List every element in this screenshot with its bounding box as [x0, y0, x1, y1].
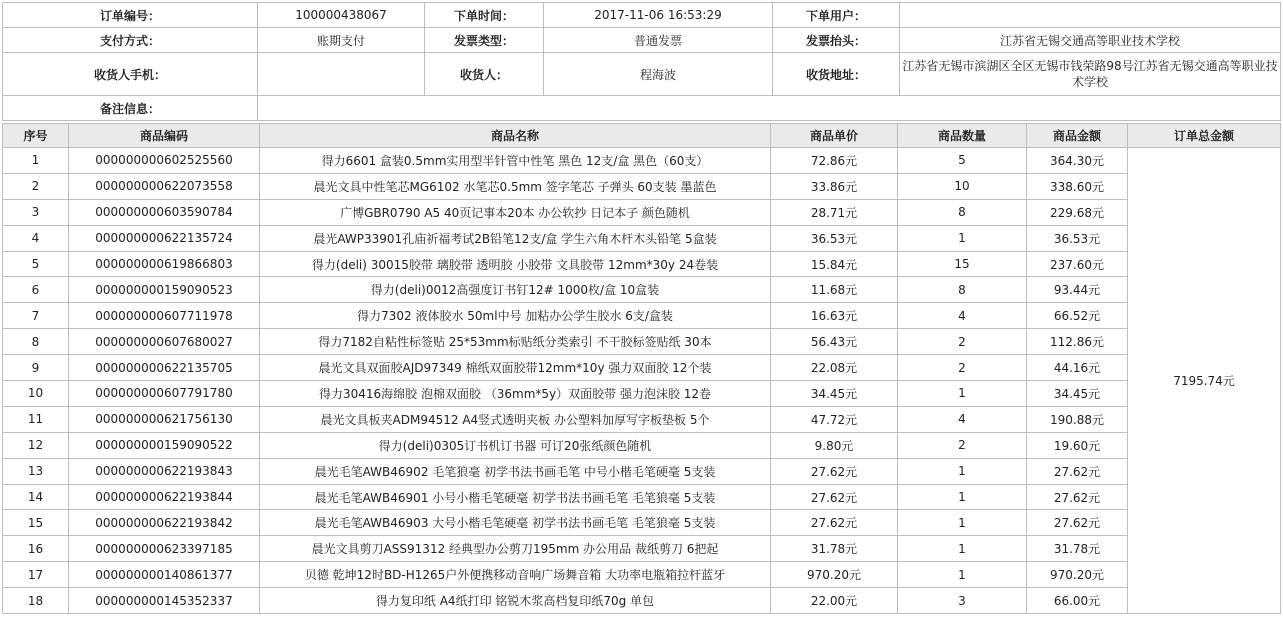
row-no: 6: [3, 277, 69, 303]
row-name: 广博GBR0790 A5 40页记事本20本 办公软抄 日记本子 颜色随机: [260, 199, 771, 225]
row-name: 得力30416海绵胶 泡棉双面胶 （36mm*5y）双面胶带 强力泡沫胶 12卷: [260, 381, 771, 407]
row-code: 000000000140861377: [69, 562, 260, 588]
row-qty: 1: [898, 381, 1027, 407]
row-code: 000000000622193843: [69, 458, 260, 484]
row-amount: 66.52元: [1027, 303, 1128, 329]
row-qty: 2: [898, 432, 1027, 458]
row-code: 000000000607791780: [69, 381, 260, 407]
invoice-type-value: 普通发票: [544, 28, 773, 53]
row-no: 4: [3, 225, 69, 251]
table-row: [3, 303, 1281, 329]
row-price: 15.84元: [771, 251, 898, 277]
table-row: [3, 588, 1281, 614]
row-no: 5: [3, 251, 69, 277]
row-amount: 190.88元: [1027, 406, 1128, 432]
row-qty: 3: [898, 588, 1027, 614]
row-price: 34.45元: [771, 381, 898, 407]
row-name: 晨光毛笔AWB46902 毛笔狼毫 初学书法书画毛笔 中号小楷毛笔硬毫 5支装: [260, 458, 771, 484]
row-code: 000000000159090522: [69, 432, 260, 458]
row-amount: 66.00元: [1027, 588, 1128, 614]
row-no: 10: [3, 381, 69, 407]
receiver-value: 程海波: [544, 53, 773, 96]
table-row: [3, 277, 1281, 303]
row-qty: 5: [898, 148, 1027, 174]
table-row: [3, 484, 1281, 510]
row-amount: 27.62元: [1027, 484, 1128, 510]
row-qty: 8: [898, 199, 1027, 225]
row-no: 7: [3, 303, 69, 329]
order-no-label: 订单编号：: [3, 3, 258, 28]
row-price: 31.78元: [771, 536, 898, 562]
row-code: 000000000622193842: [69, 510, 260, 536]
row-no: 16: [3, 536, 69, 562]
row-price: 56.43元: [771, 329, 898, 355]
row-name: 得力6601 盒装0.5mm实用型半针管中性笔 黑色 12支/盒 黑色（60支）: [260, 148, 771, 174]
row-amount: 34.45元: [1027, 381, 1128, 407]
payment-value: 账期支付: [258, 28, 425, 53]
row-amount: 237.60元: [1027, 251, 1128, 277]
row-code: 000000000159090523: [69, 277, 260, 303]
row-qty: 4: [898, 406, 1027, 432]
col-header-qty: 商品数量: [898, 124, 1027, 148]
row-name: 晨光文具中性笔芯MG6102 水笔芯0.5mm 签字笔芯 子弹头 60支装 墨蓝色: [260, 173, 771, 199]
order-info-table: [2, 2, 1281, 121]
row-amount: 93.44元: [1027, 277, 1128, 303]
table-row: [3, 406, 1281, 432]
row-code: 000000000622135705: [69, 355, 260, 381]
row-code: 000000000145352337: [69, 588, 260, 614]
row-name: 晨光文具剪刀ASS91312 经典型办公剪刀195mm 办公用品 裁纸剪刀 6把起: [260, 536, 771, 562]
row-price: 33.86元: [771, 173, 898, 199]
table-row: [3, 536, 1281, 562]
row-qty: 15: [898, 251, 1027, 277]
row-name: 得力7302 液体胶水 50ml中号 加粘办公学生胶水 6支/盒装: [260, 303, 771, 329]
row-amount: 27.62元: [1027, 510, 1128, 536]
row-code: 000000000619866803: [69, 251, 260, 277]
row-no: 9: [3, 355, 69, 381]
row-price: 47.72元: [771, 406, 898, 432]
row-no: 13: [3, 458, 69, 484]
row-qty: 2: [898, 355, 1027, 381]
items-table: [2, 123, 1281, 614]
row-name: 得力7182自粘性标签贴 25*53mm标贴纸分类索引 不干胶标签贴纸 30本: [260, 329, 771, 355]
row-amount: 970.20元: [1027, 562, 1128, 588]
row-price: 27.62元: [771, 484, 898, 510]
row-qty: 1: [898, 562, 1027, 588]
table-row: [3, 173, 1281, 199]
remark-value: [258, 96, 1281, 121]
row-amount: 364.30元: [1027, 148, 1128, 174]
row-no: 18: [3, 588, 69, 614]
row-amount: 36.53元: [1027, 225, 1128, 251]
row-amount: 229.68元: [1027, 199, 1128, 225]
row-code: 000000000622073558: [69, 173, 260, 199]
invoice-title-value: 江苏省无锡交通高等职业技术学校: [900, 28, 1281, 53]
row-price: 36.53元: [771, 225, 898, 251]
row-qty: 1: [898, 458, 1027, 484]
row-name: 得力(deli) 30015胶带 璃胶带 透明胶 小胶带 文具胶带 12mm*30y 24卷装: [260, 251, 771, 277]
row-code: 000000000623397185: [69, 536, 260, 562]
phone-label: 收货人手机：: [3, 53, 258, 96]
row-price: 28.71元: [771, 199, 898, 225]
row-no: 1: [3, 148, 69, 174]
table-row: [3, 381, 1281, 407]
payment-label: 支付方式：: [3, 28, 258, 53]
row-amount: 44.16元: [1027, 355, 1128, 381]
col-header-code: 商品编码: [69, 124, 260, 148]
invoice-type-label: 发票类型：: [425, 28, 544, 53]
row-code: 000000000607680027: [69, 329, 260, 355]
order-time-value: 2017-11-06 16:53:29: [544, 3, 773, 28]
receiver-label: 收货人：: [425, 53, 544, 96]
row-code: 000000000607711978: [69, 303, 260, 329]
col-header-amount: 商品金额: [1027, 124, 1128, 148]
row-amount: 112.86元: [1027, 329, 1128, 355]
row-price: 9.80元: [771, 432, 898, 458]
order-total-value: 7195.74元: [1128, 148, 1281, 614]
row-qty: 1: [898, 225, 1027, 251]
table-row: [3, 510, 1281, 536]
table-row: [3, 199, 1281, 225]
row-name: 晨光毛笔AWB46903 大号小楷毛笔硬毫 初学书法书画毛笔 毛笔狼毫 5支装: [260, 510, 771, 536]
table-row: [3, 562, 1281, 588]
invoice-title-label: 发票抬头：: [773, 28, 900, 53]
row-qty: 10: [898, 173, 1027, 199]
table-row: [3, 329, 1281, 355]
row-name: 贝德 乾坤12时BD-H1265户外便携移动音响广场舞音箱 大功率电瓶箱拉杆蓝牙: [260, 562, 771, 588]
col-header-no: 序号: [3, 124, 69, 148]
row-price: 72.86元: [771, 148, 898, 174]
order-time-label: 下单时间：: [425, 3, 544, 28]
row-no: 14: [3, 484, 69, 510]
row-code: 000000000603590784: [69, 199, 260, 225]
row-no: 12: [3, 432, 69, 458]
table-row: [3, 251, 1281, 277]
row-name: 得力(deli)0012高强度订书钉12# 1000枚/盒 10盒装: [260, 277, 771, 303]
row-amount: 338.60元: [1027, 173, 1128, 199]
table-row: [3, 432, 1281, 458]
order-user-value: [900, 3, 1281, 28]
table-row: [3, 355, 1281, 381]
table-row: [3, 458, 1281, 484]
row-amount: 27.62元: [1027, 458, 1128, 484]
row-name: 晨光AWP33901孔庙祈福考试2B铅笔12支/盒 学生六角木杆木头铅笔 5盒装: [260, 225, 771, 251]
row-name: 晨光文具双面胶AJD97349 棉纸双面胶带12mm*10y 强力双面胶 12个装: [260, 355, 771, 381]
order-user-label: 下单用户：: [773, 3, 900, 28]
row-price: 970.20元: [771, 562, 898, 588]
row-code: 000000000621756130: [69, 406, 260, 432]
row-no: 3: [3, 199, 69, 225]
row-name: 晨光文具板夹ADM94512 A4竖式透明夹板 办公塑料加厚写字板垫板 5个: [260, 406, 771, 432]
row-name: 晨光毛笔AWB46901 小号小楷毛笔硬毫 初学书法书画毛笔 毛笔狼毫 5支装: [260, 484, 771, 510]
remark-label: 备注信息：: [3, 96, 258, 121]
row-price: 27.62元: [771, 458, 898, 484]
row-amount: 19.60元: [1027, 432, 1128, 458]
address-label: 收货地址：: [773, 53, 900, 96]
row-qty: 4: [898, 303, 1027, 329]
row-qty: 1: [898, 510, 1027, 536]
col-header-total: 订单总金额: [1128, 124, 1281, 148]
address-value: 江苏省无锡市滨湖区全区无锡市钱荣路98号江苏省无锡交通高等职业技术学校: [900, 53, 1281, 96]
phone-value: [258, 53, 425, 96]
row-price: 16.63元: [771, 303, 898, 329]
row-no: 11: [3, 406, 69, 432]
row-price: 22.08元: [771, 355, 898, 381]
row-amount: 31.78元: [1027, 536, 1128, 562]
col-header-name: 商品名称: [260, 124, 771, 148]
table-row: [3, 225, 1281, 251]
row-code: 000000000602525560: [69, 148, 260, 174]
row-name: 得力(deli)0305订书机订书器 可订20张纸颜色随机: [260, 432, 771, 458]
row-no: 2: [3, 173, 69, 199]
row-price: 22.00元: [771, 588, 898, 614]
row-code: 000000000622135724: [69, 225, 260, 251]
row-no: 17: [3, 562, 69, 588]
order-no-value: 100000438067: [258, 3, 425, 28]
row-name: 得力复印纸 A4纸打印 铭锐木浆高档复印纸70g 单包: [260, 588, 771, 614]
row-qty: 1: [898, 484, 1027, 510]
row-qty: 8: [898, 277, 1027, 303]
row-qty: 2: [898, 329, 1027, 355]
row-price: 11.68元: [771, 277, 898, 303]
row-code: 000000000622193844: [69, 484, 260, 510]
row-price: 27.62元: [771, 510, 898, 536]
table-row: [3, 148, 1281, 174]
row-no: 8: [3, 329, 69, 355]
row-no: 15: [3, 510, 69, 536]
row-qty: 1: [898, 536, 1027, 562]
col-header-price: 商品单价: [771, 124, 898, 148]
